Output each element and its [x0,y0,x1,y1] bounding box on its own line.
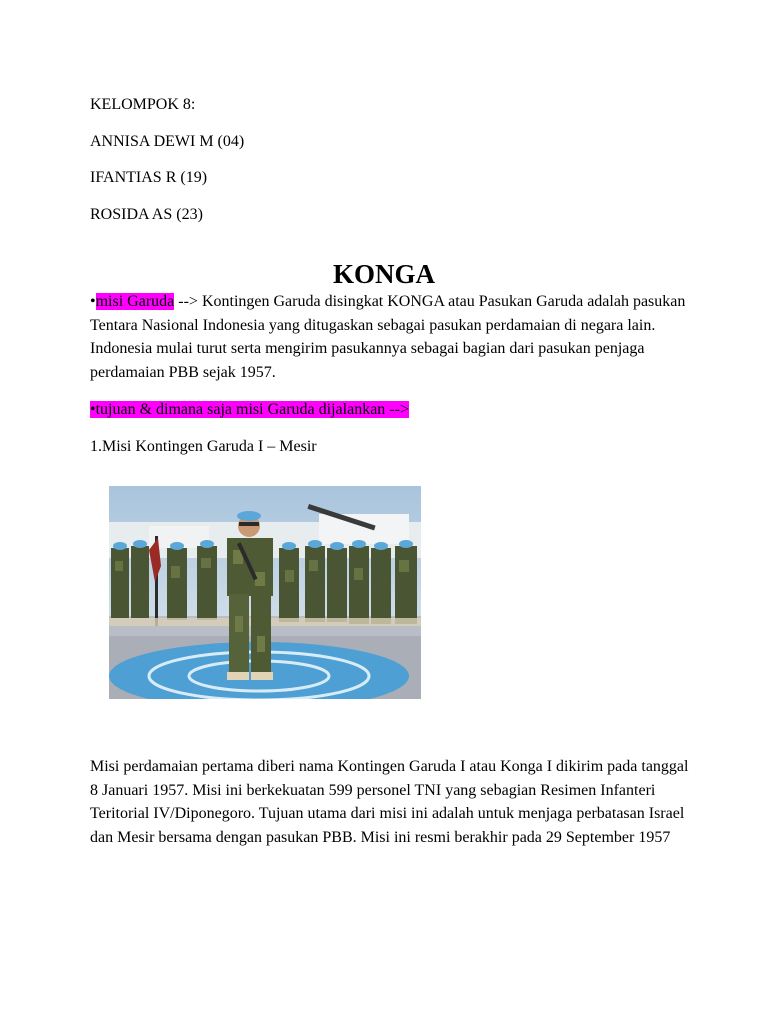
member-2: IFANTIAS R (19) [90,169,208,186]
mission-heading: 1.Misi Kontingen Garuda I – Mesir [90,438,317,455]
group-label: KELOMPOK 8: [90,96,196,113]
mission-body: Misi perdamaian pertama diberi nama Kontingen Garuda I atau Konga I dikirim pada tanggal 8 Januari 1957. Misi ini berkekuatan 599 personel TNI yang sebagian Resimen Infanteri Teritorial IV/Diponegoro. Tujuan utama dari misi ini adalah untuk menjaga perbatasan Israel dan Mesir bersama dengan pasukan PBB. Misi ini resmi berakhir pada 29 September 1957 [90,758,689,846]
soldiers-illustration [109,486,421,699]
soldiers-photo [109,486,421,699]
highlighted-question: •tujuan & dimana saja misi Garuda dijalankan --> [90,401,409,418]
highlighted-term: misi Garuda [95,293,175,310]
intro-paragraph [90,290,690,384]
member-1: ANNISA DEWI M (04) [90,133,245,150]
page-title: KONGA [332,259,435,289]
intro-text: --> Kontingen Garuda disingkat KONGA atau Pasukan Garuda adalah pasukan Tentara Nasional Indonesia yang ditugaskan sebagai pasukan perdamaian di negara lain. Indonesia mulai turut serta mengirim pasukannya sebagai bagian dari pasukan penjaga perdamaian PBB sejak 1957. [90,293,686,381]
question-line [90,400,409,420]
member-3: ROSIDA AS (23) [90,206,203,223]
bullet: • [90,293,96,310]
